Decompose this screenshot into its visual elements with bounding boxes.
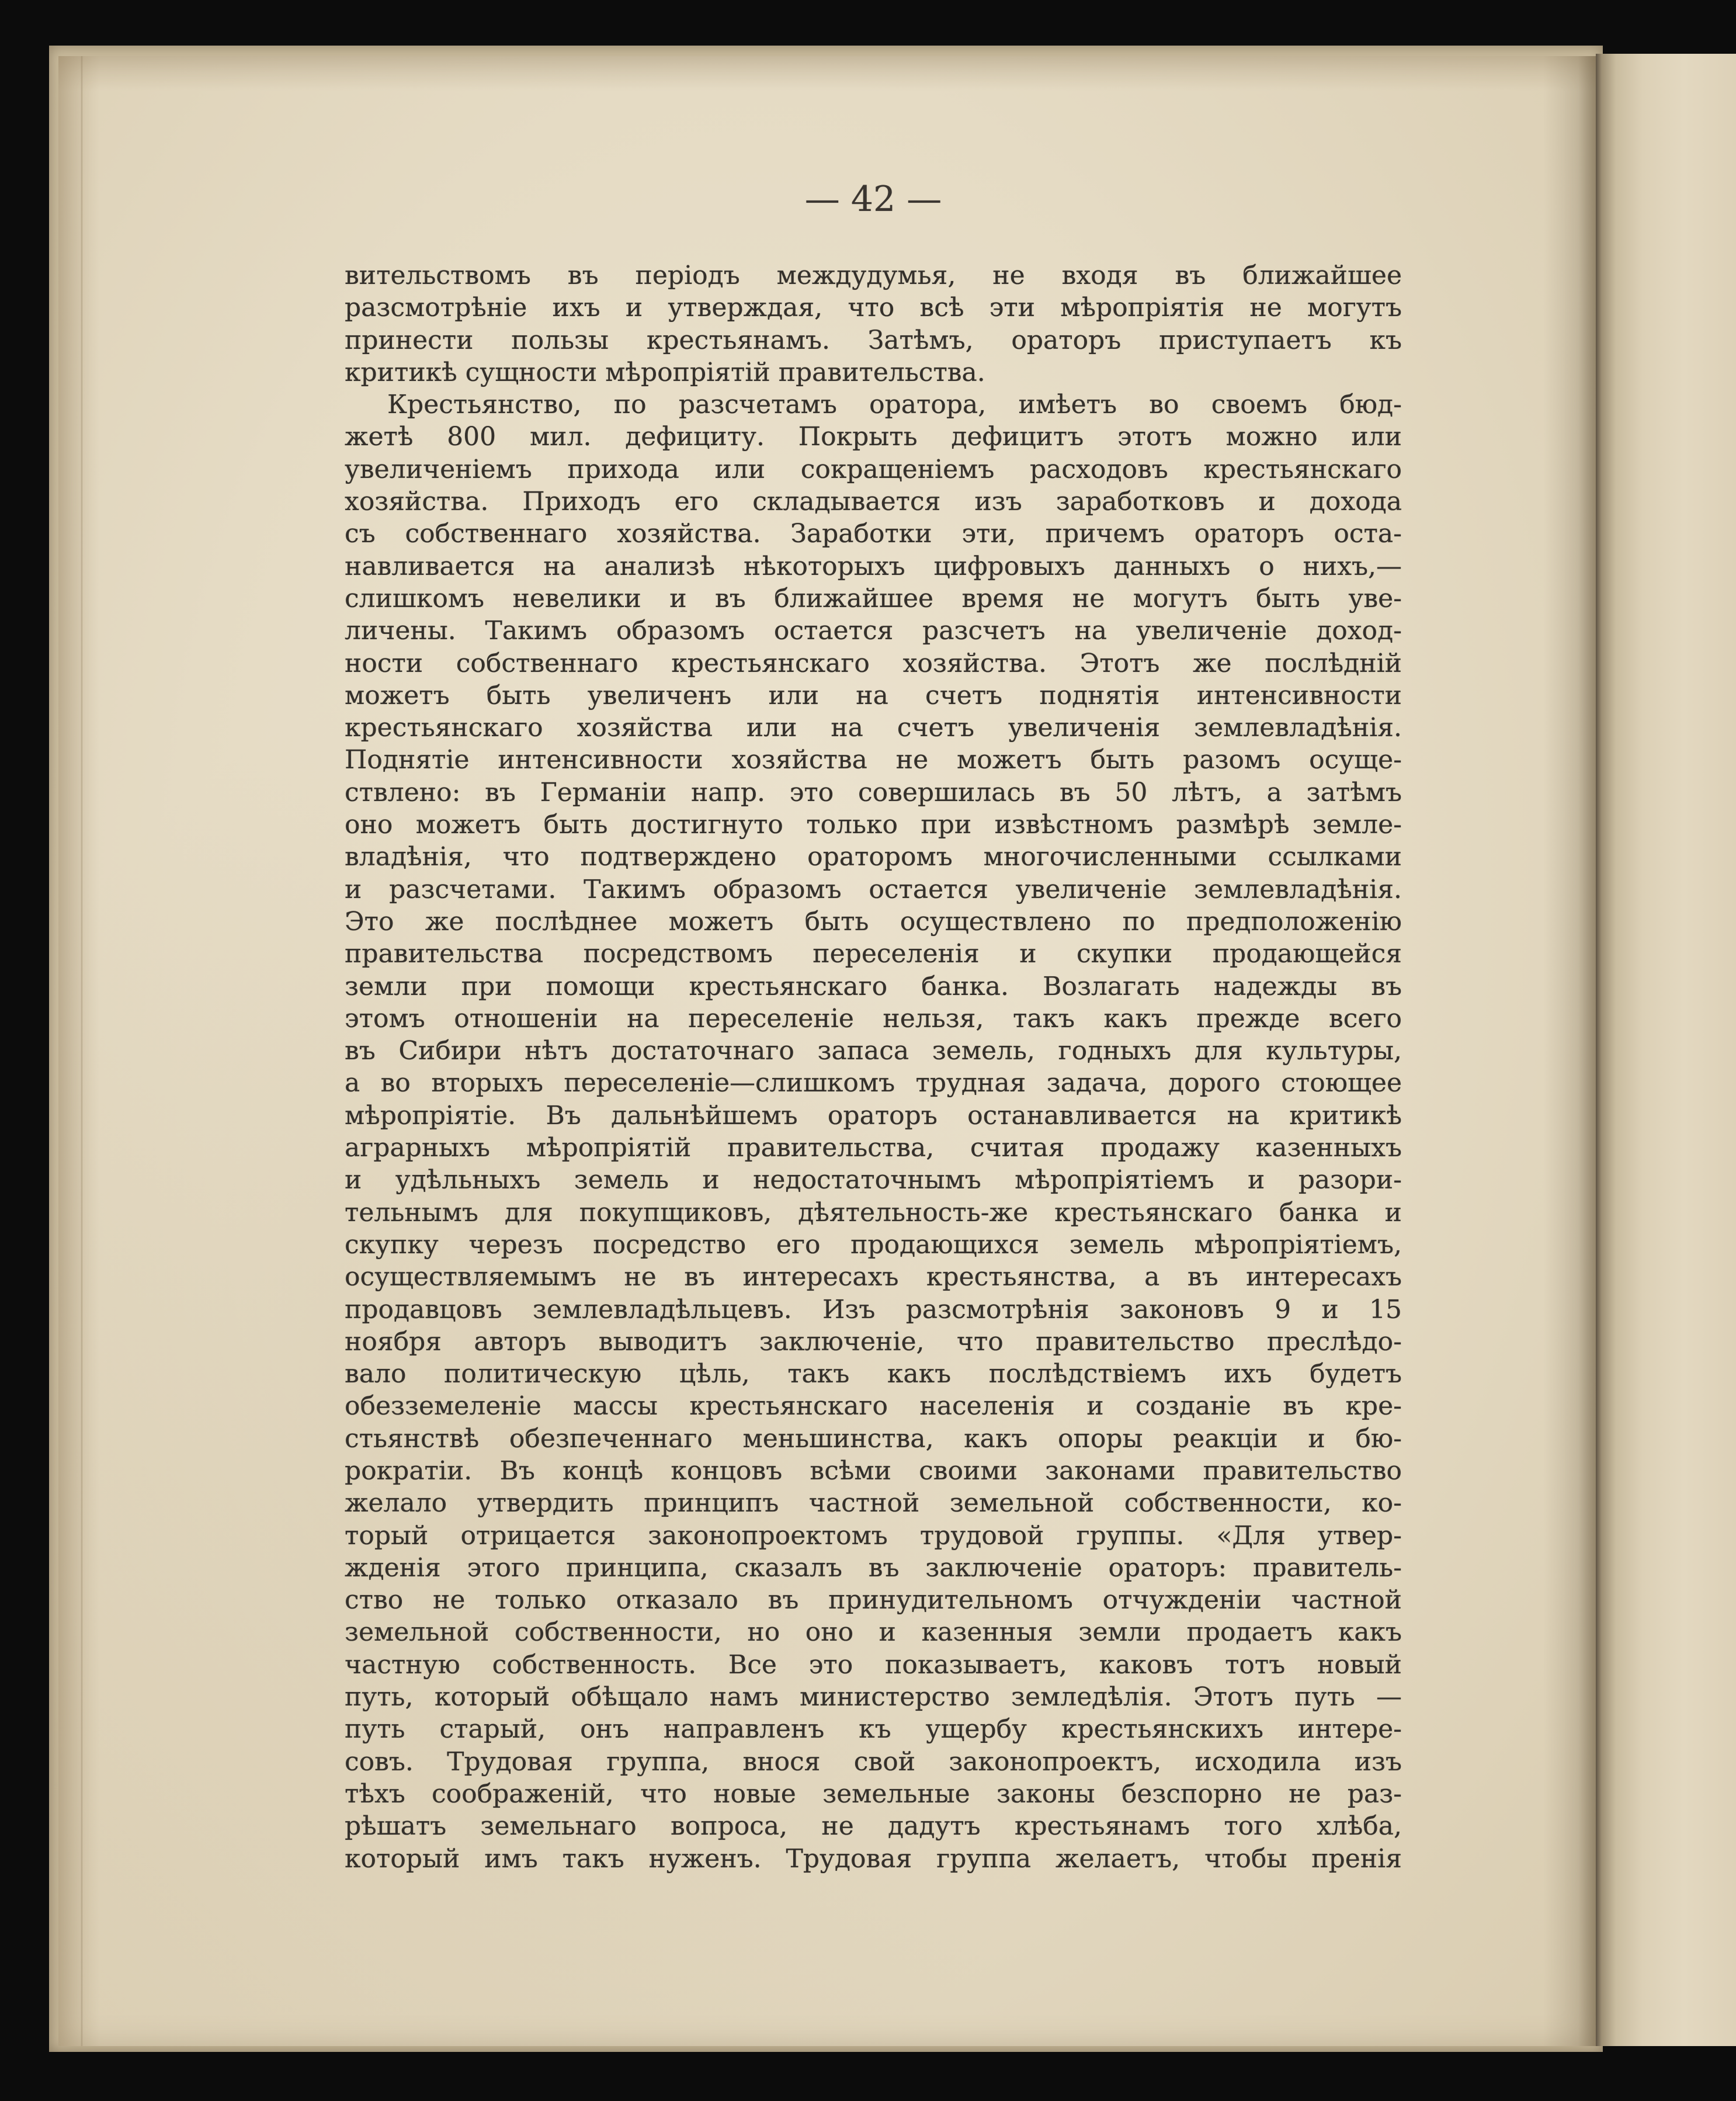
text-block [345, 259, 1402, 1875]
book-page [58, 56, 1596, 2046]
text-line: и разсчетами. Такимъ образомъ остается увеличеніе землевладѣнія. [345, 874, 1402, 904]
text-line: тѣхъ соображеній, что новые земельные законы безспорно не раз- [345, 1778, 1402, 1809]
text-line: торый отрицается законопроектомъ трудовой группы. «Для утвер- [345, 1520, 1402, 1551]
text-line: осуществляемымъ не въ интересахъ крестьянства, а въ интересахъ [345, 1262, 1402, 1292]
text-line: принести пользы крестьянамъ. Затѣмъ, ораторъ приступаетъ къ [345, 325, 1402, 355]
text-line: увеличеніемъ прихода или сокращеніемъ расходовъ крестьянскаго [345, 454, 1402, 484]
paragraph [345, 259, 1402, 389]
text-line: ствлено: въ Германіи напр. это совершилась въ 50 лѣтъ, а затѣмъ [345, 777, 1402, 807]
text-line: земельной собственности, но оно и казенныя земли продаетъ какъ [345, 1617, 1402, 1648]
text-line: и удѣльныхъ земель и недостаточнымъ мѣропріятіемъ и разори- [345, 1165, 1402, 1195]
text-line: рѣшатъ земельнаго вопроса, не дадутъ крестьянамъ того хлѣба, [345, 1811, 1402, 1842]
text-line: путь старый, онъ направленъ къ ущербу крестьянскихъ интере- [345, 1714, 1402, 1745]
text-line: путь, который обѣщало намъ министерство земледѣлія. Этотъ путь — [345, 1682, 1402, 1712]
text-line: продавцовъ землевладѣльцевъ. Изъ разсмотрѣнія законовъ 9 и 15 [345, 1294, 1402, 1325]
text-line: слишкомъ невелики и въ ближайшее время не могутъ быть уве- [345, 583, 1402, 613]
text-line: разсмотрѣніе ихъ и утверждая, что всѣ эти мѣропріятія не могутъ [345, 293, 1402, 323]
text-line: обезземеленіе массы крестьянскаго населенія и созданіе въ кре- [345, 1391, 1402, 1422]
text-line: ноября авторъ выводитъ заключеніе, что правительство преслѣдо- [345, 1326, 1402, 1357]
text-line: частную собственность. Все это показываетъ, каковъ тотъ новый [345, 1649, 1402, 1680]
text-line: который имъ такъ нуженъ. Трудовая группа желаетъ, чтобы пренія [345, 1843, 1402, 1874]
text-line: Поднятіе интенсивности хозяйства не можетъ быть разомъ осуще- [345, 745, 1402, 775]
text-line: можетъ быть увеличенъ или на счетъ поднятія интенсивности [345, 680, 1402, 710]
text-line: совъ. Трудовая группа, внося свой законопроектъ, исходила изъ [345, 1746, 1402, 1777]
text-line: ство не только отказало въ принудительномъ отчужденіи частной [345, 1585, 1402, 1615]
paragraph [345, 389, 1402, 1875]
text-line: стьянствѣ обезпеченнаго меньшинства, какъ опоры реакціи и бю- [345, 1423, 1402, 1454]
text-line: хозяйства. Приходъ его складывается изъ заработковъ и дохода [345, 487, 1402, 517]
page-number: — 42 — [804, 179, 942, 220]
next-page-edge [1596, 54, 1736, 2046]
text-line: ности собственнаго крестьянскаго хозяйства. Этотъ же послѣдній [345, 648, 1402, 678]
text-line: личены. Такимъ образомъ остается разсчетъ на увеличеніе доход- [345, 616, 1402, 646]
text-line: рократіи. Въ концѣ концовъ всѣми своими законами правительство [345, 1455, 1402, 1486]
text-line: съ собственнаго хозяйства. Заработки эти, причемъ ораторъ оста- [345, 519, 1402, 549]
text-line: оно можетъ быть достигнуто только при извѣстномъ размѣрѣ земле- [345, 810, 1402, 840]
text-line: Это же послѣднее можетъ быть осуществлено по предположенію [345, 906, 1402, 937]
text-line: желало утвердить принципъ частной земельной собственности, ко- [345, 1488, 1402, 1518]
text-line: мѣропріятіе. Въ дальнѣйшемъ ораторъ останавливается на критикѣ [345, 1100, 1402, 1131]
text-line: въ Сибири нѣтъ достаточнаго запаса земель, годныхъ для культуры, [345, 1036, 1402, 1066]
text-line: аграрныхъ мѣропріятій правительства, считая продажу казенныхъ [345, 1133, 1402, 1163]
text-line: владѣнія, что подтверждено ораторомъ многочисленными ссылками [345, 842, 1402, 872]
text-line: Крестьянство, по разсчетамъ оратора, имѣетъ во своемъ бюд- [387, 390, 1402, 420]
text-line: земли при помощи крестьянскаго банка. Возлагать надежды въ [345, 971, 1402, 1001]
text-line: навливается на анализѣ нѣкоторыхъ цифровыхъ данныхъ о нихъ,— [345, 551, 1402, 581]
text-line: а во вторыхъ переселеніе—слишкомъ трудная задача, дорого стоющее [345, 1068, 1402, 1098]
text-line: жетѣ 800 мил. дефициту. Покрыть дефицитъ этотъ можно или [345, 422, 1402, 452]
text-line: критикѣ сущности мѣропріятій правительства. [345, 357, 985, 387]
text-line: вало политическую цѣль, такъ какъ послѣдствіемъ ихъ будетъ [345, 1359, 1402, 1389]
text-line: правительства посредствомъ переселенія и скупки продающейся [345, 939, 1402, 969]
text-line: вительствомъ въ періодъ междудумья, не входя въ ближайшее [345, 261, 1402, 290]
text-line: этомъ отношеніи на переселеніе нельзя, такъ какъ прежде всего [345, 1003, 1402, 1034]
text-line: жденія этого принципа, сказалъ въ заключеніе ораторъ: правитель- [345, 1552, 1402, 1583]
text-line: крестьянскаго хозяйства или на счетъ увеличенія землевладѣнія. [345, 713, 1402, 743]
page-crease [81, 56, 83, 2046]
text-line: тельнымъ для покупщиковъ, дѣятельность-же крестьянскаго банка и [345, 1197, 1402, 1228]
text-line: скупку черезъ посредство его продающихся земель мѣропріятіемъ, [345, 1229, 1402, 1260]
